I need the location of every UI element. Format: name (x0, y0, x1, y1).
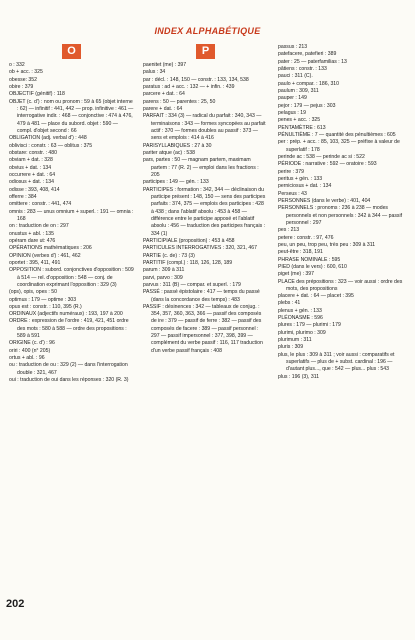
page-number: 202 (6, 598, 25, 610)
index-entries (278, 44, 403, 381)
index-entry: penes + acc. : 325 (278, 117, 321, 124)
index-entry: per : prép. + acc. : 85, 103, 325 — préfixe à valeur de superlatif : 178 (278, 139, 400, 153)
section-letter-o: O (62, 44, 81, 59)
index-entry: piget (me) : 397 (278, 271, 315, 278)
index-entry: on : traduction de on : 297 (9, 223, 69, 230)
index-entry: plus : 196 (3), 311 (278, 373, 320, 380)
index-entry: obviam + dat. : 328 (9, 157, 53, 164)
index-entry: onustus + abl. : 135 (9, 230, 55, 237)
index-entry: occurrere + dat. : 64 (9, 171, 56, 178)
index-entry: pariter atque (ac) : 538 (143, 149, 196, 156)
index-entry: oui : traduction de oui dans les réponses : 320 (R. 3) (9, 377, 129, 384)
index-entry: PARTITIF (compl.) : 118, 126, 128, 189 (143, 259, 233, 266)
index-entry: placere + dat. : 64 — placet : 395 (278, 293, 354, 300)
index-column-p-continued (278, 44, 403, 381)
index-entry: obesse: 352 (9, 76, 38, 83)
index-entry: omnis : 283 — unus omnium + superl. : 191 — omnia : 168 (9, 208, 134, 222)
index-entry: peritus + gén. : 133 (278, 175, 323, 182)
page-header: INDEX ALPHABÉTIQUE (154, 26, 261, 36)
index-entry: PARFAIT : 334 (3) — radical du parfait : 340, 343 — terminaisons : 343 — formes syncopées au parfait actif : 370 — formes doubles au passif : 373 — sens et emplois : 414 à 416 (143, 113, 266, 142)
index-entry: omittere : constr. : 441, 474 (9, 201, 72, 208)
index-entry: plus, le plus : 309 à 311 ; voir aussi : comparatifs et superlatifs — plus de + subst. cardinal : 196 — d'autant plus..., que : 542 — plus... plus : 543 (278, 351, 395, 373)
index-entry: o : 332 (9, 62, 25, 68)
index-entry: PARTICIPIALE (proposition) : 453 à 458 (143, 237, 235, 244)
index-entry: parvus : 311 (B) — compar. et superl. : 179 (143, 281, 241, 288)
index-entry: peut-être : 318, 191 (278, 249, 323, 256)
index-entry: PIED (dans le vers) : 600, 610 (278, 263, 347, 270)
index-entry: (ops), opis, opes : 50 (9, 289, 58, 296)
index-entry: paenitet (me) : 397 (143, 62, 187, 68)
index-entry: peu, un peu, trop peu, très peu : 309 à 311 (278, 241, 376, 248)
index-entry: OBJET (c. d') : nom ou pronom : 59 à 65 (objet interne : 62) — infinitif : 441, 442 — prop. infinitive : 461 — interrogative indir. : 468 — conjonctive : 474 à 476, 479 à 481 — place du subord. objet : 590 — compl. d'objet second : 66 (9, 98, 134, 134)
index-entry: obvius + dat. : 134 (9, 164, 52, 171)
index-entry: pejor : 179 — pejus : 303 (278, 102, 336, 109)
index-entry: PARTICULES INTERROGATIVES : 320, 321, 467 (143, 245, 257, 252)
index-entry: oportet : 395, 411, 491 (9, 259, 61, 266)
index-entry: pars, partes : 50 — magnam partem, maximam partem : 77 (R. 2) — emploi dans les fractions : 205 (143, 157, 259, 178)
index-entry: pater : 25 — paterfamilias : 13 (278, 58, 347, 65)
index-entry: perire : 379 (278, 168, 305, 175)
index-entry: pes : 213 (278, 227, 300, 234)
index-entry: pâtiens : constr. : 133 (278, 65, 327, 72)
index-entry: PHRASE NOMINALE : 595 (278, 256, 341, 263)
section-letter-p: P (196, 44, 215, 59)
index-entry: OPPOSITION : subord. conjonctives d'opposition : 509 à 514 — rel. d'opposition : 548 — conj. de coordination exprimant l'opposition : 329 (3) (9, 267, 134, 288)
index-entry: plebs : 41 (278, 300, 301, 307)
index-entry: PENTAMÈTRE : 613 (278, 124, 326, 131)
index-entry: oblivisci : constr. : 63 — oblitus : 375 (9, 142, 93, 149)
index-entry: paulo + compar. : 186, 310 (278, 80, 340, 87)
index-entry: palus : 34 (143, 69, 166, 76)
index-column-p (143, 44, 268, 355)
index-entry: ou : traduction de ou : 329 (2) — dans l'interrogation double : 321, 467 (9, 362, 128, 376)
index-column-o (9, 44, 134, 384)
index-entry: par : décl. : 148, 150 — constr. : 133, 134, 538 (143, 76, 249, 83)
index-entry: odisse : 393, 408, 414 (9, 186, 60, 193)
index-entry: offerre : 384 (9, 193, 37, 200)
index-entry: parcere + dat. : 64 (143, 91, 185, 98)
index-entry: ortus + abl. : 96 (9, 355, 45, 362)
index-entry: OPINION (verbes d') : 461, 462 (9, 252, 81, 259)
index-entry: obire : 379 (9, 83, 34, 90)
index-entry: PARISYLLABIQUES : 27 à 30 (143, 142, 212, 149)
index-entry: Perseus : 43 (278, 190, 307, 197)
index-entry: plurimi, plurimo : 309 (278, 329, 326, 336)
index-entry: parens : 50 — parentes : 25, 50 (143, 98, 216, 105)
index-entry: oriri : 400 (n° 205) (9, 347, 51, 354)
index-entry: pauper : 149 (278, 95, 307, 102)
index-entry: perniciosus + dat. : 134 (278, 183, 332, 190)
index-entry: optimus : 179 — optime : 303 (9, 296, 77, 303)
index-entry: petere : constr. : 97, 476 (278, 234, 334, 241)
index-entry: pauci : 311 (C). (278, 73, 313, 80)
index-entry: passus : 213 (278, 44, 308, 50)
index-entry: PÉRIODE : narrative : 592 — oratoire : 593 (278, 161, 377, 168)
index-entry: PLACE des prépositions : 323 — voir aussi : ordre des mots, des propositions (278, 278, 403, 292)
index-entry: opéram dare ut: 476 (9, 237, 56, 244)
index-entry: parum : 309 à 311 (143, 267, 185, 274)
index-entry: patefacere, patefieri : 389 (278, 51, 337, 58)
index-entries (143, 62, 268, 355)
index-entry: PERSONNES (dans le verbe) : 401, 404 (278, 197, 371, 204)
index-entry: plurimum : 311 (278, 337, 312, 344)
index-entry: PASSÉ : passé épistolaire : 417 — temps du passé (dans la concordance des temps) : 483 (143, 289, 260, 303)
index-entry: parvi, parvo : 309 (143, 274, 183, 281)
index-entry: participes : 149 — gén. : 133 (143, 179, 209, 186)
index-entry: PARTICIPES : formation : 342, 344 — déclinaison du participe présent : 148, 150 — sens des participes parfaits : 374, 375 — emplois des participes : 428 à 438 ; dans l'ablatif absolu : 453 à 458 — différence entre le participe apposé et l'ablatif absolu : 456 — traduction des participes français : 334 (1) (143, 186, 266, 237)
index-entry: pelagus : 19 (278, 109, 307, 116)
index-entry: paulum : 309, 311 (278, 87, 319, 94)
index-entry: PLÉONASME : 596 (278, 315, 323, 322)
index-entry: PASSIF : désinences : 342 — tableaux de conjug. : 354, 357, 360, 363, 366 — passif des composés de ire : 379 — passif de ferre : 382 — passif des composés de facere : 389 — passif personnel : 297 — passif impersonnel : 377, 398, 399 — complément du verbe passif : 116, 117 traduction d'un verbe passif français : 408 (143, 303, 263, 354)
index-entry: ob + acc. : 325 (9, 69, 43, 76)
index-entry: PERSONNELS : pronoms : 236 à 238 — modes personnels et non personnels : 342 à 344 — passif personnel : 297 (278, 205, 403, 226)
index-entries (9, 62, 134, 384)
index-entry: PÉNULTIÈME : 7 — quantité des pénultièmes : 605 (278, 131, 396, 138)
index-entry: plenus + gén. : 133 (278, 307, 322, 314)
index-entry: paratus : ad + acc. : 132 — + infin. : 439 (143, 83, 235, 90)
index-entry: ORIGINE (c. d') : 96 (9, 340, 55, 347)
index-entry: pluris : 309 (278, 344, 304, 351)
index-entry: plures : 179 — plurimi : 179 (278, 322, 341, 329)
index-entry: perinde ac : 538 — perinde ac si : 522 (278, 153, 365, 160)
index-entry: ORDRE : expression de l'ordre : 419, 421, 451 ordre des mots : 580 à 588 — ordre des propositions : 589 à 591 (9, 318, 129, 340)
index-entry: ORDINAUX (adjectifs numéraux) : 193, 197 à 200 (9, 311, 123, 318)
index-entry: odiosus + dat. : 134 (9, 179, 55, 186)
index-entry: PARTIE (c. de) : 73 (3) (143, 252, 195, 259)
index-entry: OBLIGATION (adj. verbal d') : 448 (9, 135, 87, 142)
index-entry: OBJECTIF (génitif) : 118 (9, 91, 65, 98)
index-entry: opus est : constr. : 110, 395 (R.) (9, 303, 82, 310)
index-entry: OPÉRATIONS mathématiques : 206 (9, 245, 92, 252)
index-entry: parere + dat. : 64 (143, 105, 183, 112)
index-entry: obstare: constr. : 480 (9, 149, 58, 156)
